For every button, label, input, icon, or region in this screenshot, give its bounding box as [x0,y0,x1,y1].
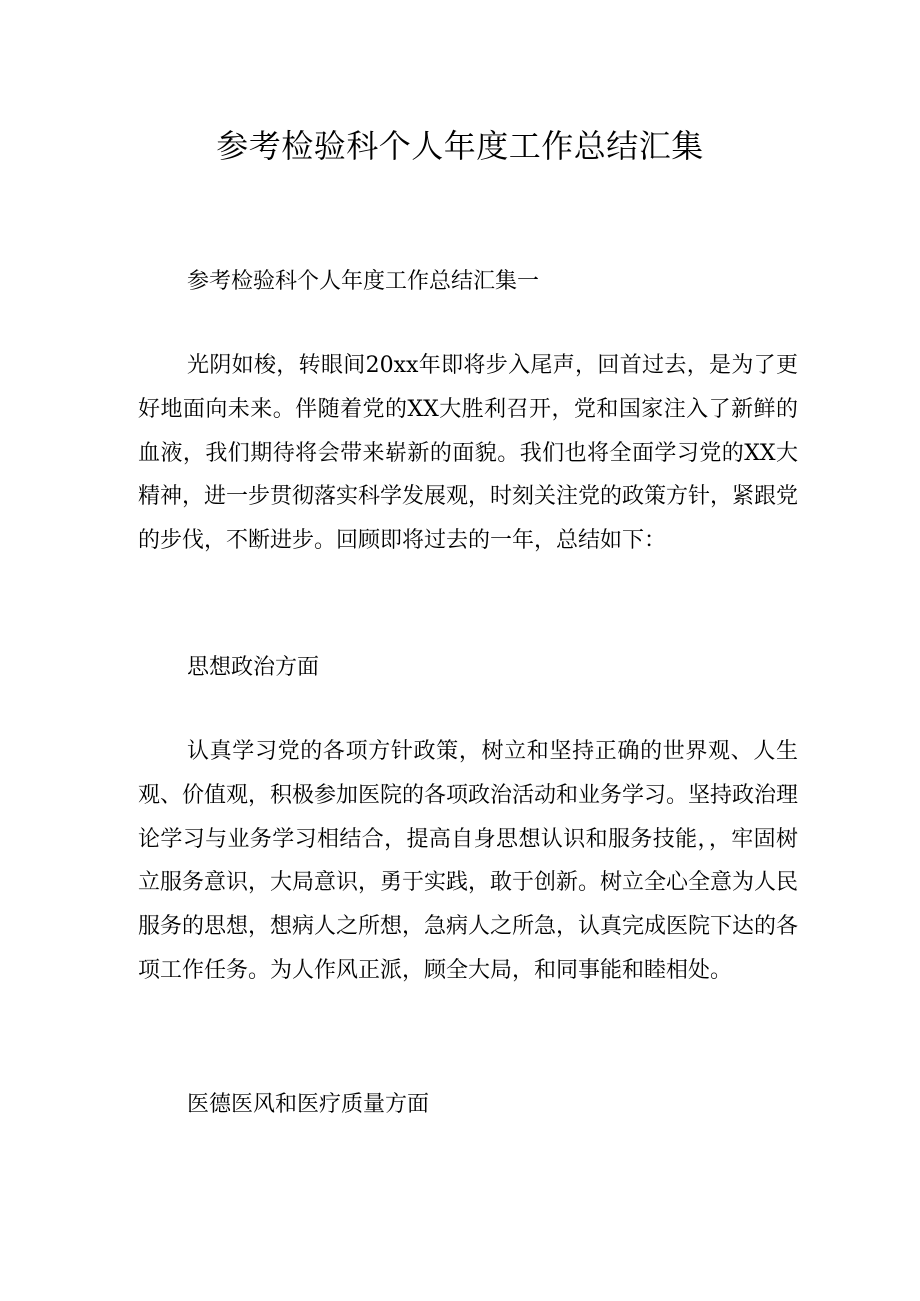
politics-paragraph: 认真学习党的各项方针政策，树立和坚持正确的世界观、人生观、价值观，积极参加医院的各项政治活动和业务学习。坚持政治理论学习与业务学习相结合，提高自身思想认识和服务技能，，牢固树立服务意识，大局意识，勇于实践，敢于创新。树立全心全意为人民服务的思想，想病人之所想，急病人之所急，认真完成医院下达的各项工作任务。为人作风正派，顾全大局，和同事能和睦相处。 [138,739,799,983]
document-title: 参考检验科个人年度工作总结汇集 [216,127,704,165]
section-heading-politics: 思想政治方面 [187,655,320,680]
section-heading-ethics: 医德医风和医疗质量方面 [187,1092,430,1117]
intro-paragraph: 光阴如梭，转眼间20xx年即将步入尾声，回首过去，是为了更好地面向未来。伴随着党的XX大胜利召开，党和国家注入了新鲜的血液，我们期待将会带来崭新的面貌。我们也将全面学习党的XX大精神，进一步贯彻落实科学发展观，时刻关注党的政策方针，紧跟党的步伐，不断进步。回顾即将过去的一年，总结如下： [138,353,799,554]
subtitle-heading: 参考检验科个人年度工作总结汇集一 [187,269,540,294]
